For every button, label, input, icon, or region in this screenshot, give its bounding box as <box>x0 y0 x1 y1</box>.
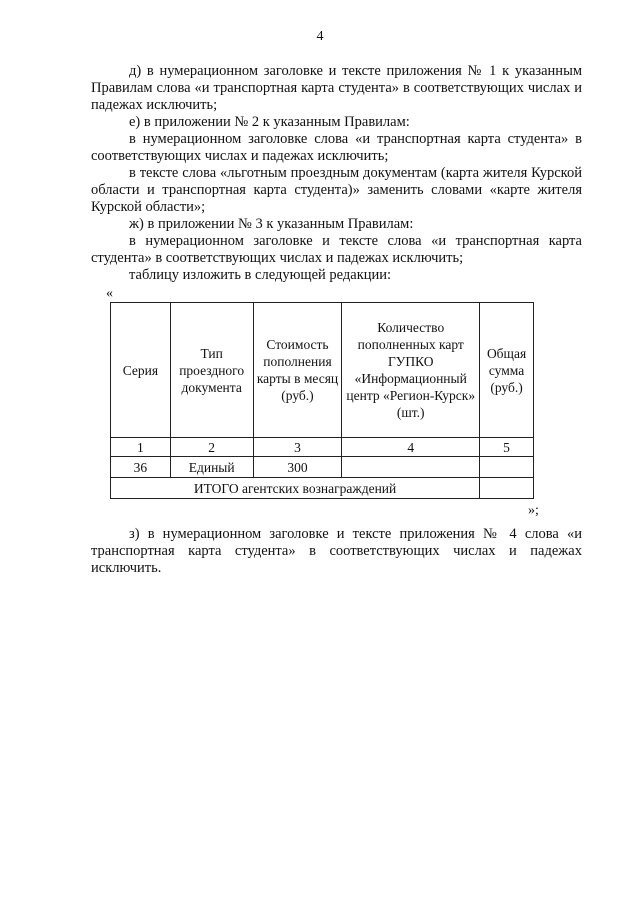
cell-document-type: Единый <box>170 457 253 478</box>
cell-series: 36 <box>111 457 171 478</box>
closing-quote: »; <box>528 503 539 518</box>
total-value <box>480 478 534 499</box>
header-document-type: Тип проездного документа <box>170 303 253 438</box>
cell-card-count <box>342 457 480 478</box>
header-card-count: Количество пополненных карт ГУПКО «Информационный центр «Регион-Курск» (шт.) <box>342 303 480 438</box>
column-number: 3 <box>253 438 342 457</box>
amendment-block-bottom <box>91 526 582 577</box>
table-row <box>111 457 534 478</box>
column-number: 1 <box>111 438 171 457</box>
paragraph-e-2: в тексте слова «льготным проездным документам (карта жителя Курской области и транспортная карта студента)» заменить словами «карте жителя Курской области»; <box>91 165 582 215</box>
opening-quote: « <box>106 286 113 301</box>
paragraph-d: д) в нумерационном заголовке и тексте приложения № 1 к указанным Правилам слова «и транспортная карта студента» в соответствующих числах и падежах исключить; <box>91 63 582 113</box>
total-label: ИТОГО агентских вознаграждений <box>111 478 480 499</box>
amendment-block-top <box>91 63 582 284</box>
table-number-row <box>111 438 534 457</box>
table-header-row <box>111 303 534 438</box>
paragraph-zh-2: таблицу изложить в следующей редакции: <box>129 267 392 283</box>
table-total-row <box>111 478 534 499</box>
paragraph-z: з) в нумерационном заголовке и тексте приложения № 4 слова «и транспортная карта студента» в соответствующих числах и падежах исключить. <box>91 526 582 576</box>
fare-table <box>110 302 534 499</box>
cell-cost: 300 <box>253 457 342 478</box>
header-series: Серия <box>111 303 171 438</box>
paragraph-zh-1: в нумерационном заголовке и тексте слова «и транспортная карта студента» в соответствующих числах и падежах исключить; <box>91 233 582 266</box>
page-number: 4 <box>316 29 324 44</box>
paragraph-e: е) в приложении № 2 к указанным Правилам: <box>129 114 410 130</box>
paragraph-e-1: в нумерационном заголовке слова «и транспортная карта студента» в соответствующих числах и падежах исключить; <box>91 131 582 164</box>
column-number: 4 <box>342 438 480 457</box>
column-number: 2 <box>170 438 253 457</box>
cell-total-sum <box>480 457 534 478</box>
header-total-sum: Общая сумма (руб.) <box>480 303 534 438</box>
header-cost: Стоимость пополнения карты в месяц (руб.) <box>253 303 342 438</box>
column-number: 5 <box>480 438 534 457</box>
paragraph-zh: ж) в приложении № 3 к указанным Правилам: <box>129 216 414 232</box>
